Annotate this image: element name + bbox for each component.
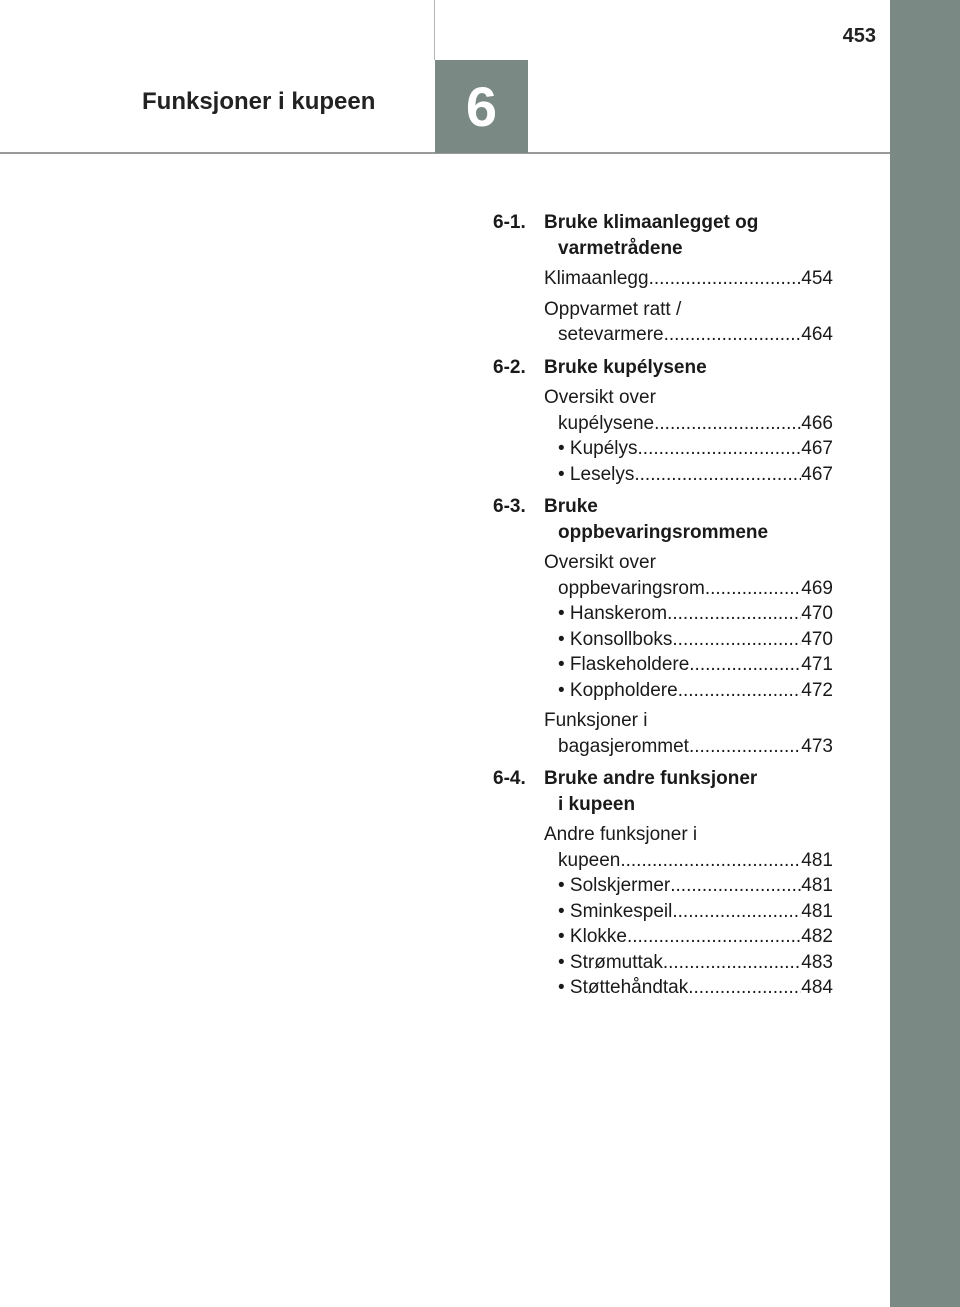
entry-label: • Klokke [558, 926, 627, 947]
section-number: 6-2. [493, 356, 526, 378]
entry-page: 470 [801, 603, 833, 624]
entry-label: • Solskjermer [558, 875, 671, 896]
section-title-cont: oppbevaringsrommene [558, 521, 769, 543]
toc-subentry[interactable] [493, 924, 833, 950]
toc-entry[interactable] [493, 385, 833, 436]
toc-entry[interactable] [493, 822, 833, 873]
section-title-cont: varmetrådene [558, 237, 683, 259]
leader-dots [667, 601, 801, 627]
entry-page: 481 [801, 875, 833, 896]
entry-label: • Sminkespeil [558, 900, 673, 922]
entry-label-line1: Oversikt over [544, 387, 656, 408]
toc-section-6-4[interactable] [493, 766, 833, 817]
entry-page: 471 [801, 654, 833, 675]
entry-page: 484 [801, 977, 833, 998]
entry-label: • Kupélys [558, 438, 638, 459]
entry-page: 467 [801, 463, 833, 485]
entry-page: 482 [801, 926, 833, 947]
toc-subentry[interactable] [493, 652, 833, 678]
toc-subentry[interactable] [493, 462, 833, 488]
leader-dots [689, 734, 801, 760]
chapter-title: Funksjoner i kupeen [142, 88, 376, 115]
entry-label: kupélysene [558, 412, 655, 434]
chapter-side-tab [890, 0, 960, 1307]
section-title: Bruke andre funksjoner [544, 768, 758, 789]
leader-dots [689, 652, 801, 678]
entry-label: • Strømuttak [558, 951, 663, 973]
leader-dots [620, 848, 801, 874]
entry-label-line1: Andre funksjoner i [544, 824, 698, 845]
section-number: 6-1. [493, 212, 526, 233]
toc-subentry[interactable] [493, 873, 833, 899]
toc-subentry[interactable] [493, 601, 833, 627]
leader-dots [634, 462, 801, 488]
entry-page: 481 [801, 849, 833, 871]
entry-label-line1: Funksjoner i [544, 710, 648, 731]
entry-page: 473 [801, 735, 833, 757]
toc-section-6-1[interactable] [493, 210, 833, 261]
leader-dots [678, 678, 802, 704]
leader-dots [627, 924, 801, 950]
toc-entry[interactable] [493, 266, 833, 292]
leader-dots [654, 411, 801, 437]
entry-label: oppbevaringsrom [558, 577, 705, 599]
entry-label-line1: Oversikt over [544, 552, 656, 573]
leader-dots [672, 899, 801, 925]
entry-label: bagasjerommet [558, 735, 689, 757]
entry-page: 466 [801, 412, 833, 434]
section-number: 6-3. [493, 496, 526, 517]
entry-page: 464 [801, 324, 833, 345]
leader-dots [705, 576, 801, 602]
entry-label: • Konsollboks [558, 628, 673, 650]
toc-subentry[interactable] [493, 678, 833, 704]
toc-entry[interactable] [493, 297, 833, 348]
section-title: Bruke kupélysene [544, 356, 707, 378]
leader-dots [638, 436, 802, 462]
toc-subentry[interactable] [493, 436, 833, 462]
entry-page: 481 [801, 900, 833, 922]
leader-dots [670, 873, 801, 899]
entry-label: • Koppholdere [558, 679, 678, 701]
entry-page: 454 [801, 268, 833, 289]
entry-label-line1: Oppvarmet ratt / [544, 298, 682, 320]
leader-dots [664, 322, 802, 348]
toc-subentry[interactable] [493, 950, 833, 976]
leader-dots [663, 950, 801, 976]
entry-label: • Flaskeholdere [558, 654, 690, 675]
entry-page: 469 [801, 577, 833, 599]
chapter-number-box [435, 60, 528, 153]
section-title: Bruke [544, 496, 598, 517]
toc-subentry[interactable] [493, 975, 833, 1001]
section-title: Bruke klimaanlegget og [544, 212, 759, 233]
section-number: 6-4. [493, 768, 526, 789]
entry-page: 467 [801, 438, 833, 459]
entry-page: 470 [801, 628, 833, 650]
entry-label: • Hanskerom [558, 603, 668, 624]
toc-subentry[interactable] [493, 627, 833, 653]
page-number: 453 [842, 25, 876, 47]
chapter-number: 6 [465, 75, 498, 138]
toc-subentry[interactable] [493, 899, 833, 925]
toc-entry[interactable] [493, 550, 833, 601]
table-of-contents [493, 210, 833, 1001]
entry-page: 483 [801, 951, 833, 973]
header-divider [434, 0, 435, 60]
entry-label: • Leselys [558, 463, 635, 485]
toc-section-6-2[interactable] [493, 355, 833, 381]
entry-label: Klimaanlegg [544, 268, 649, 289]
section-title-cont: i kupeen [558, 793, 636, 815]
entry-page: 472 [801, 679, 833, 701]
leader-dots [672, 627, 801, 653]
leader-dots [688, 975, 801, 1001]
toc-section-6-3[interactable] [493, 494, 833, 545]
entry-label: kupeen [558, 849, 621, 871]
entry-label: setevarmere [558, 324, 664, 345]
toc-entry[interactable] [493, 708, 833, 759]
entry-label: • Støttehåndtak [558, 977, 689, 998]
leader-dots [649, 266, 802, 292]
